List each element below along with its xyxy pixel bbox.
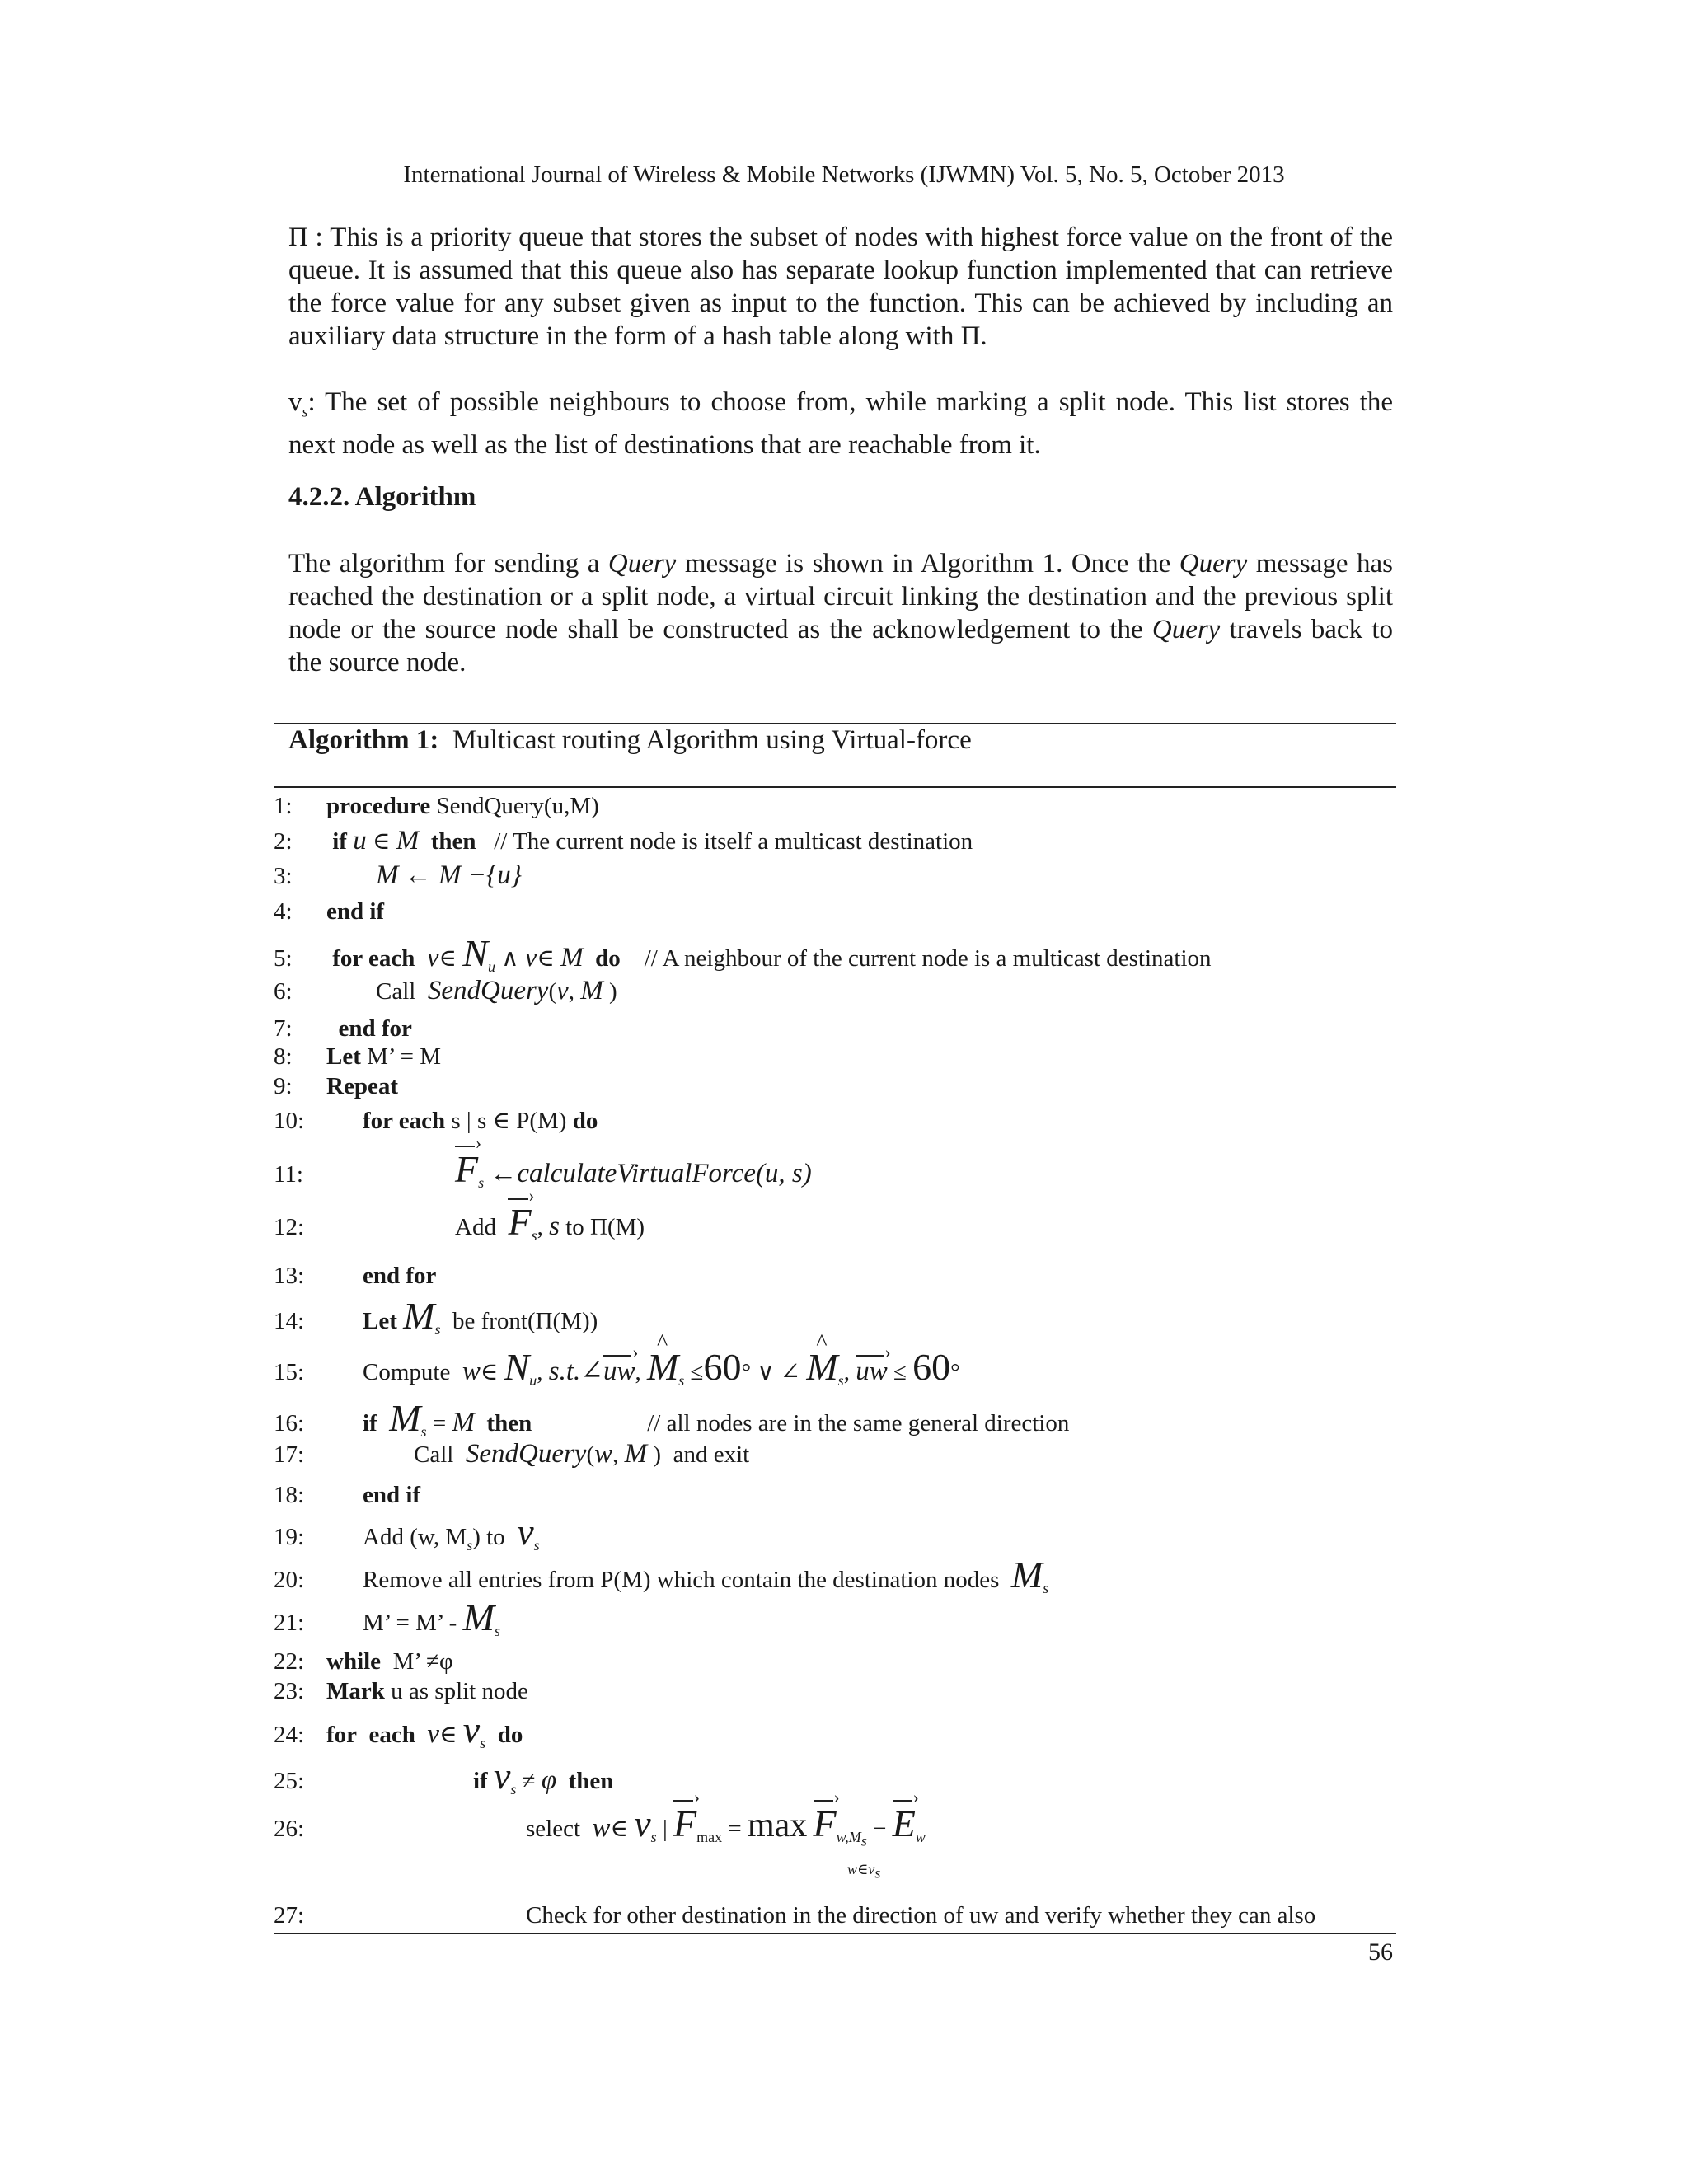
algo-line-9: 9: Repeat (274, 1073, 398, 1099)
algo-line-12: 12: Add F $›_s$, s to Π(M) (274, 1200, 645, 1244)
algo-line-6: 6: Call SendQuery(v, M ) (274, 976, 617, 1005)
algo-line-25: 25: if $v_s \ne \varphi$ then (274, 1755, 614, 1797)
algo-line-4: 4: end if (274, 898, 385, 925)
section-heading: 4.2.2. Algorithm (288, 482, 476, 512)
algo-line-20: 20: Remove all entries from P(M) which contain the destination nodes $M_s$ (274, 1554, 1049, 1596)
page-number: 56 (1368, 1938, 1393, 1966)
algo-line-16: 16: if $M_s = M$ then // all nodes are in the same general direction (274, 1397, 1070, 1440)
algo-line-17: 17: Call SendQuery(w, M ) and exit (274, 1439, 750, 1469)
algo-line-22: 22: while M’ ≠φ (274, 1648, 453, 1675)
algo-line-2: 2: if u ∈ M then // The current node is itself a multicast destination (274, 826, 973, 855)
algo-line-24: 24: for each v∈ $v_s$ do (274, 1708, 523, 1751)
algo-line-7: 7: end for (274, 1015, 412, 1042)
algo-line-27: 27: Check for other destination in the direction of uw and verify whether they can also (274, 1902, 1316, 1929)
max-subscript: $w\in v_s$ (847, 1861, 881, 1882)
algo-line-23: 23: Mark u as split node (274, 1678, 528, 1704)
algorithm-top-rule (274, 723, 1396, 724)
algorithm-bottom-rule (274, 1933, 1396, 1934)
vs-symbol: $v_s$ (288, 387, 308, 420)
algo-line-1: 1: procedure SendQuery(u,M) (274, 793, 599, 819)
algo-line-3: 3: M ← M −{u} (274, 860, 522, 890)
journal-header: International Journal of Wireless & Mobile Networks (IJWMN) Vol. 5, No. 5, October 2013 (403, 162, 1285, 188)
algo-line-5: 5: for each v∈ $N_u$ ∧ v∈ M do // A neighbour of the current node is a multicast destination (274, 932, 1212, 975)
algorithm-caption: Algorithm 1: Multicast routing Algorithm using Virtual-force (288, 725, 972, 755)
algorithm-title-rule (274, 786, 1396, 788)
algo-line-10: 10: for each s | s ∈ P(M) do (274, 1108, 598, 1134)
algo-line-11: 11: F $›_s$ ←calculateVirtualForce(u, s) (274, 1147, 812, 1192)
paragraph-algorithm-intro: The algorithm for sending a Query message is shown in Algorithm 1. Once the Query message has reached the destination or a split node, a virtual circuit linking the destination and the previous split node or the source node shall be constructed as the acknowledgement to the Query travels back to the source node. (288, 549, 1393, 677)
paragraph-priority-queue: Π : This is a priority queue that stores the subset of nodes with highest force value on the front of the queue. It is assumed that this queue also has separate lookup function implemented that can retrieve the force value for any subset given as input to the function. This can be achieved by including an auxiliary data structure in the form of a hash table along with Π. (288, 223, 1393, 351)
algo-line-8: 8: Let M’ = M (274, 1043, 442, 1070)
algo-line-18: 18: end if (274, 1482, 421, 1508)
algo-line-19: 19: Add (w, $M_s$) to $v_s$ (274, 1511, 540, 1554)
paragraph-vs: $v_s$: The set of possible neighbours to choose from, while marking a split node. This list stores the next node as well as the list of destinations that are reachable from it. (288, 387, 1393, 460)
algo-line-14: 14: Let $M_s$ be front(Π(M)) (274, 1295, 598, 1338)
algo-line-21: 21: M’ = M’ - $M_s$ (274, 1596, 500, 1639)
algo-line-13: 13: end for (274, 1263, 437, 1289)
algo-line-15: 15: Compute w∈ $N_u$, s.t.∠uw ›, M $\^{}_s \le 60^\circ$ ∨ ∠ M $\^{}_s$, uw › ≤ 60° (274, 1345, 960, 1390)
algo-line-26: 26: select w∈ $v_s$ | F $›_{max} = \max F$ $›_{w,M_s} - E$ $›_w$ (274, 1802, 926, 1849)
